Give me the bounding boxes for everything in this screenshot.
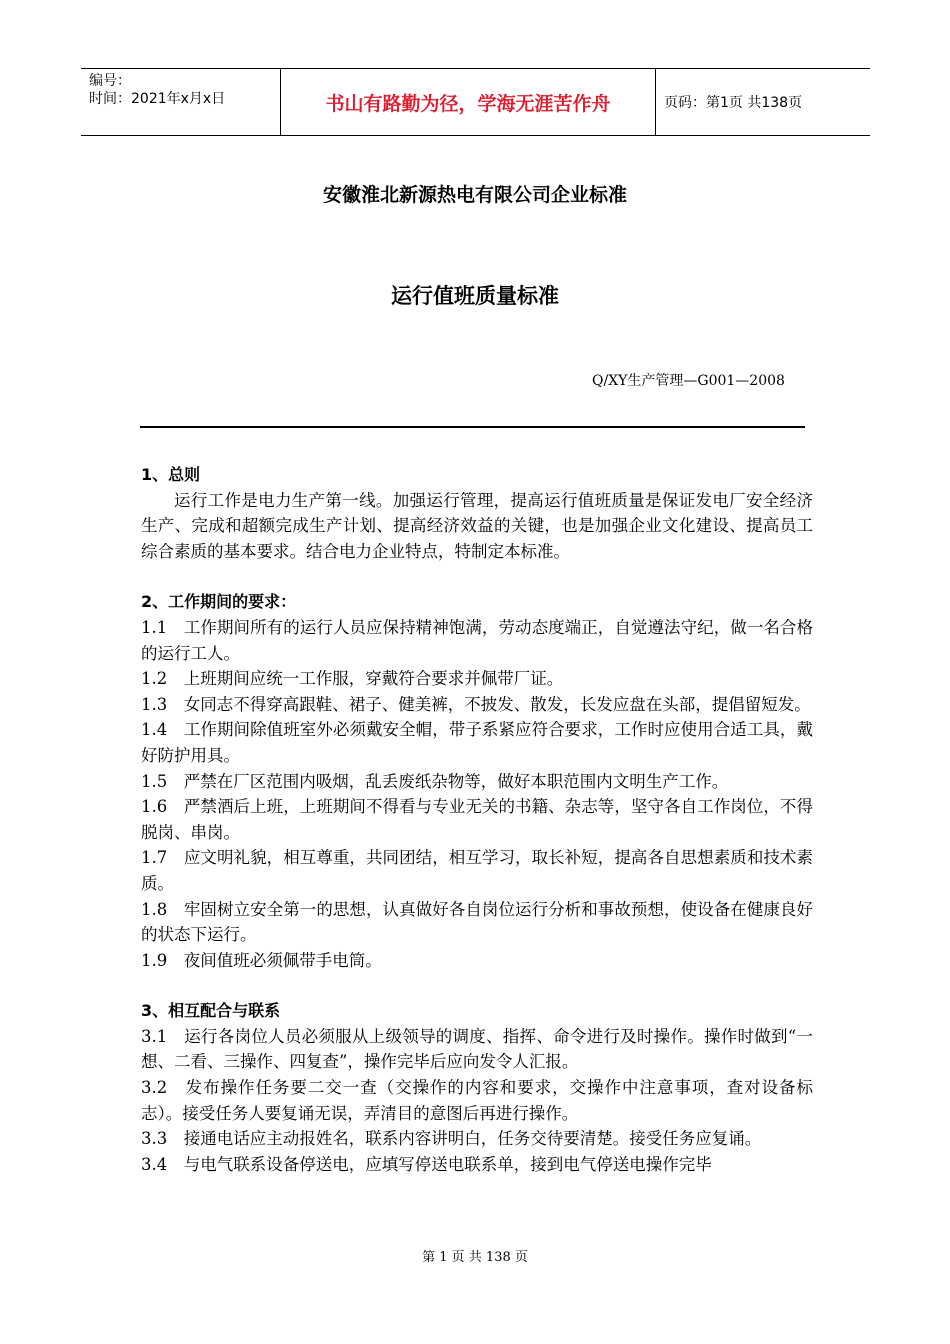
- clause: 3.1 运行各岗位人员必须服从上级领导的调度、指挥、命令进行及时操作。操作时做到“一想、二看、三操作、四复查”，操作完毕后应向发令人汇报。: [141, 1026, 813, 1072]
- document-code: Q/XY生产管理—G001—2008: [592, 373, 785, 389]
- date-label: 时间：2021年x月x日: [89, 91, 226, 107]
- clause: 1.2 上班期间应统一工作服，穿戴符合要求并佩带厂证。: [141, 669, 564, 689]
- header-meta-cell: [81, 69, 281, 135]
- page-info-text: 页码：第1页 共138页: [664, 95, 803, 111]
- clause: 1.7 应文明礼貌，相互尊重，共同团结，相互学习，取长补短，提高各自思想素质和技术素质。: [141, 848, 813, 893]
- section-title: 1、总则: [141, 465, 201, 484]
- clause: 1.6 严禁酒后上班，上班期间不得看与专业无关的书籍、杂志等，坚守各自工作岗位，不得脱岗、串岗。: [141, 797, 813, 842]
- number-label: 编号：: [89, 73, 131, 89]
- page-footer: 第 1 页 共 138 页: [422, 1250, 528, 1265]
- clause: 3.2 发布操作任务要二交一查（交操作的内容和要求，交操作中注意事项，查对设备标志）。接受任务人要复诵无误，弄清目的意图后再进行操作。: [141, 1078, 813, 1123]
- clause: 1.4 工作期间除值班室外必须戴安全帽，带子系紧应符合要求，工作时应使用合适工具，戴好防护用具。: [141, 720, 813, 765]
- motto-cell: [281, 69, 656, 135]
- clause: 1.1 工作期间所有的运行人员应保持精神饱满，劳动态度端正，自觉遵法守纪，做一名合格的运行工人。: [141, 617, 813, 663]
- clause: 1.3 女同志不得穿高跟鞋、裙子、健美裤，不披发、散发，长发应盘在头部，提倡留短发。: [141, 694, 811, 714]
- section-title: 2、工作期间的要求：: [141, 592, 297, 612]
- company-name: 安徽淮北新源热电有限公司企业标准: [322, 184, 627, 206]
- title-divider: [140, 426, 805, 428]
- motto-text: 书山有路勤为径，学海无涯苦作舟: [325, 92, 611, 115]
- page-info-cell: [656, 69, 870, 135]
- clause: 1.9 夜间值班必须佩带手电筒。: [141, 950, 382, 970]
- document-title: 运行值班质量标准: [391, 284, 559, 308]
- document-body: [141, 462, 813, 1177]
- section-paragraph: 运行工作是电力生产第一线。加强运行管理，提高运行值班质量是保证发电厂安全经济生产、完成和超额完成生产计划、提高经济效益的关键，也是加强企业文化建设、提高员工综合素质的基本要求。结合电力企业特点，特制定本标准。: [141, 490, 813, 561]
- section-title: 3、相互配合与联系: [141, 1001, 281, 1021]
- clause: 3.4 与电气联系设备停送电，应填写停送电联系单，接到电气停送电操作完毕: [141, 1154, 712, 1174]
- clause: 1.5 严禁在厂区范围内吸烟，乱丢废纸杂物等，做好本职范围内文明生产工作。: [141, 771, 729, 791]
- header-table: [81, 68, 870, 136]
- clause: 1.8 牢固树立安全第一的思想，认真做好各自岗位运行分析和事故预想，使设备在健康良好的状态下运行。: [141, 899, 813, 945]
- clause: 3.3 接通电话应主动报姓名，联系内容讲明白，任务交待要清楚。接受任务应复诵。: [141, 1129, 762, 1149]
